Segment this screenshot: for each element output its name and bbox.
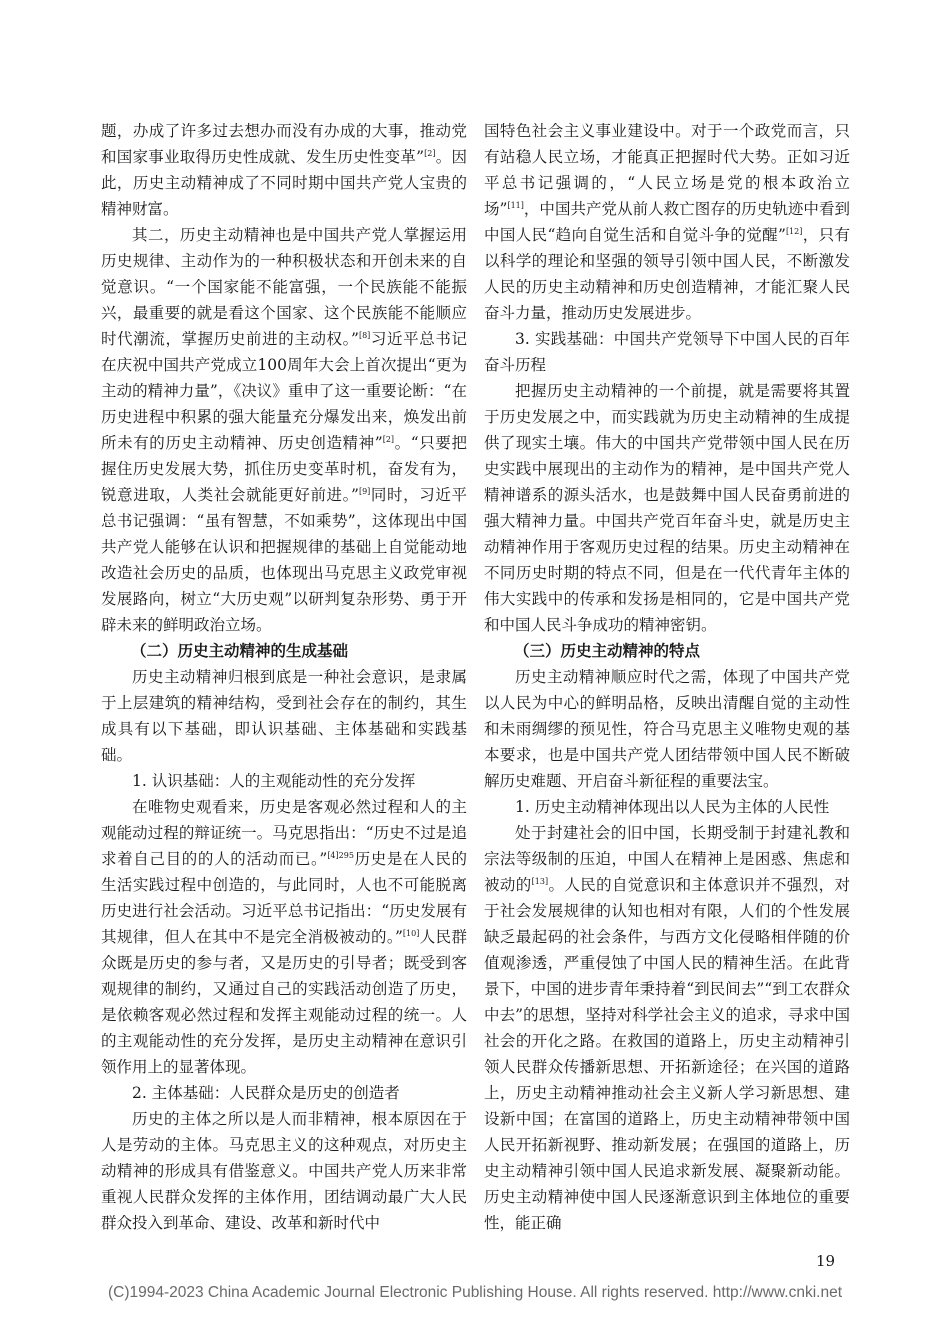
- citation[interactable]: [2]: [382, 434, 395, 444]
- paragraph: 历史主动精神顺应时代之需，体现了中国共产党以人民为中心的鲜明品格，反映出清醒自觉的主动性和未雨绸缪的预见性，符合马克思主义唯物史观的基本要求，也是中国共产党人团结带领中国人民不断破解历史难题、开启奋斗新征程的重要法宝。: [484, 668, 850, 790]
- paragraph: 历史主动精神归根到底是一种社会意识，是隶属于上层建筑的精神结构，受到社会存在的制约，其生成具有以下基础，即认识基础、主体基础和实践基础。: [101, 668, 467, 764]
- citation[interactable]: [13]: [531, 876, 549, 886]
- citation[interactable]: [10]: [402, 928, 420, 938]
- citation[interactable]: [12]: [785, 226, 803, 236]
- section-heading: （三）历史主动精神的特点: [514, 641, 701, 660]
- paragraph: 处于封建社会的旧中国，长期受制于封建礼教和宗法等级制的压迫，中国人在精神上是困惑、焦虑和被动的[13]。人民的自觉意识和主体意识并不强烈，对于社会发展规律的认知也相对有限，人们的个性发展缺乏最起码的社会条件，与西方文化侵略相伴随的价值观渗透，严重侵蚀了中国人民的精神生活。在此背景下，中国的进步青年秉持着“到民间去”“到工农群众中去”的思想，坚持对科学社会主义的追求，寻求中国社会的开化之路。在救国的道路上，历史主动精神引领人民群众传播新思想、开拓新途径；在兴国的道路上，历史主动精神推动社会主义新人学习新思想、建设新中国；在富国的道路上，历史主动精神带领中国人民开拓新视野、推动新发展；在强国的道路上，历史主动精神引领中国人民追求新发展、凝聚新动能。历史主动精神使中国人民逐渐意识到主体地位的重要性，能正确: [484, 824, 850, 1232]
- subsection-heading: 2. 主体基础：人民群众是历史的创造者: [132, 1084, 400, 1102]
- paragraph: 历史的主体之所以是人而非精神，根本原因在于人是劳动的主体。马克思主义的这种观点，对历史主动精神的形成具有借鉴意义。中国共产党人历来非常重视人民群众发挥的主体作用，团结调动最广大人民群众投入到革命、建设、改革和新时代中: [101, 1110, 467, 1232]
- subsection-heading: 1. 认识基础：人的主观能动性的充分发挥: [132, 772, 416, 790]
- paragraph: 其二，历史主动精神也是中国共产党人掌握运用历史规律、主动作为的一种积极状态和开创未来的自觉意识。“一个国家能不能富强，一个民族能不能振兴，最重要的就是看这个国家、这个民族能不能顺应时代潮流，掌握历史前进的主动权。”[8]习近平总书记在庆祝中国共产党成立100周年大会上首次提出“更为主动的精神力量”，《决议》重申了这一重要论断：“在历史进程中积累的强大能量充分爆发出来，焕发出前所未有的历史主动精神、历史创造精神”[2]。“只要把握住历史发展大势，抓住历史变革时机，奋发有为，锐意进取，人类社会就能更好前进。”[9]同时，习近平总书记强调：“虽有智慧，不如乘势”，这体现出中国共产党人能够在认识和把握规律的基础上自觉能动地改造社会历史的品质，也体现出马克思主义政党审视发展路向，树立“大历史观”以研判复杂形势、勇于开辟未来的鲜明政治立场。: [101, 226, 467, 634]
- citation[interactable]: [9]: [358, 486, 371, 496]
- citation[interactable]: [11]: [507, 200, 524, 210]
- subsection-heading: 3. 实践基础：中国共产党领导下中国人民的百年奋斗历程: [484, 330, 850, 374]
- right-column: [484, 118, 850, 1236]
- paragraph: 题，办成了许多过去想办而没有办成的大事，推动党和国家事业取得历史性成就、发生历史性变革”[2]。因此，历史主动精神成了不同时期中国共产党人宝贵的精神财富。: [101, 122, 467, 218]
- citation[interactable]: [8]: [358, 330, 371, 340]
- left-column: [101, 118, 467, 1236]
- subsection-heading: 1. 历史主动精神体现出以人民为主体的人民性: [515, 798, 830, 816]
- paragraph: 把握历史主动精神的一个前提，就是需要将其置于历史发展之中，而实践就为历史主动精神的生成提供了现实土壤。伟大的中国共产党带领中国人民在历史实践中展现出的主动作为的精神，是中国共产党人精神谱系的源头活水，也是鼓舞中国人民奋勇前进的强大精神力量。中国共产党百年奋斗史，就是历史主动精神作用于客观历史过程的结果。历史主动精神在不同历史时期的特点不同，但是在一代代青年主体的伟大实践中的传承和发扬是相同的，它是中国共产党和中国人民斗争成功的精神密钥。: [484, 382, 850, 634]
- citation[interactable]: [2]: [424, 148, 436, 158]
- section-heading: （二）历史主动精神的生成基础: [131, 641, 349, 660]
- citation[interactable]: [4]295: [327, 850, 354, 860]
- paragraph: 在唯物史观看来，历史是客观必然过程和人的主观能动过程的辩证统一。马克思指出：“历史不过是追求着自己目的的人的活动而已。”$^{[4]295}$历史是在人民的生活实践过程中创造的，与此同时，人也不可能脱离历史进行社会活动。习近平总书记指出：“历史发展有其规律，但人在其中不是完全消极被动的。”[10]人民群众既是历史的参与者，又是历史的引导者；既受到客观规律的制约，又通过自己的实践活动创造了历史，是依赖客观必然过程和发挥主观能动过程的统一。人的主观能动性的充分发挥，是历史主动精神在意识引领作用上的显著体现。: [101, 798, 467, 1076]
- copyright-footer: (C)1994-2023 China Academic Journal Electronic Publishing House. All rights reserved. http://www.cnki.net: [107, 1284, 843, 1301]
- paragraph: 国特色社会主义事业建设中。对于一个政党而言，只有站稳人民立场，才能真正把握时代大势。正如习近平总书记强调的，“人民立场是党的根本政治立场”[11]，中国共产党从前人救亡图存的历史轨迹中看到中国人民“趋向自觉生活和自觉斗争的觉醒”[12]，只有以科学的理论和坚强的领导引领中国人民，不断激发人民的历史主动精神和历史创造精神，才能汇聚人民奋斗力量，推动历史发展进步。: [484, 122, 850, 322]
- page-number: 19: [816, 1252, 836, 1270]
